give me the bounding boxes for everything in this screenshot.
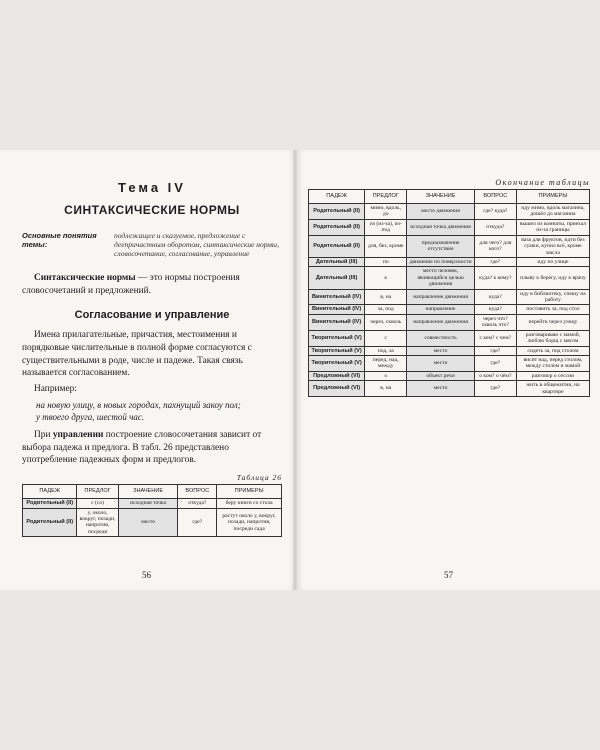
page-number: 57 (444, 570, 453, 580)
table-cell: направление движения (407, 289, 474, 305)
table-cell: место (118, 508, 178, 537)
example-line-2: у твоего друга, шестой час. (36, 411, 145, 422)
government-paragraph (22, 429, 282, 467)
table-cell: предназначение отсутствие (407, 235, 474, 257)
case-cell: Родительный (II) (309, 219, 365, 235)
table-row (309, 219, 590, 235)
table-cell: в, на (365, 381, 407, 397)
column-header: ПРИМЕРЫ (217, 485, 282, 499)
case-table-right (308, 189, 590, 397)
example-line-1: на новую улицу, в новых городах, пахнущий закоу пол; (36, 399, 241, 410)
table-cell: место человек, являющийся целью движения (407, 267, 474, 289)
case-cell: Творительный (V) (309, 346, 365, 355)
column-header: ВОПРОС (178, 485, 217, 499)
column-header: ЗНАЧЕНИЕ (118, 485, 178, 499)
definition-paragraph (22, 272, 282, 297)
example-intro: Например: (34, 384, 77, 395)
table-cell: с (365, 330, 407, 346)
table-caption: Таблица 26 (236, 473, 282, 483)
table-row (309, 346, 590, 355)
case-cell: Предложный (VI) (309, 371, 365, 380)
table-row (309, 204, 590, 220)
definition-text: — это нормы построения словосочетаний и предложений. (22, 273, 240, 296)
table-cell: где? (178, 508, 217, 537)
case-cell: Винительный (IV) (309, 314, 365, 330)
agreement-paragraph: Имена прилагательные, причастия, местоимения и порядковые числительные в полной форме согласуются с существительными в роде, числе и падеже. Такая связь называется согласованием. (22, 330, 252, 379)
case-cell: Творительный (V) (309, 330, 365, 346)
table-cell: жить в общежитии, на квартире (516, 381, 589, 397)
table-cell: разговариваю с мамой, люблю борщ с мясом (516, 330, 589, 346)
table-cell: ваза для фруктов, идти без сумки, купил всё, кроме масла (516, 235, 589, 257)
table-cell: где? (474, 346, 516, 355)
table-cell: направление (407, 305, 474, 314)
table-cell: за, под (365, 305, 407, 314)
examples (36, 399, 282, 423)
table-cell: место (407, 381, 474, 397)
theme-title: СИНТАКСИЧЕСКИЕ НОРМЫ (64, 203, 240, 217)
definition-term: Синтаксические нормы (34, 273, 136, 283)
table-cell: растут около у, вокруг, позади, напротив, посреди сада (217, 508, 282, 537)
table-header-row (309, 190, 590, 204)
table-cell: где? (474, 257, 516, 266)
key-concepts-text: подлежащее и сказуемое, предложение с деепричастным оборотом, синтаксические нормы, словосочетание, согласование, управление (114, 231, 279, 258)
table-row (309, 267, 590, 289)
case-cell: Родительный (II) (309, 204, 365, 220)
table-cell: беру книги со стола (217, 499, 282, 508)
table-cell: висит над, перед столом, между столом и мамой (516, 356, 589, 372)
table-row (23, 499, 282, 508)
left-page (0, 150, 296, 590)
table-cell: плыву к берегу, иду к врачу (516, 267, 589, 289)
column-header: ПРЕДЛОГ (365, 190, 407, 204)
theme-heading: Тема IV (118, 180, 186, 195)
column-header: ЗНАЧЕНИЕ (407, 190, 474, 204)
table-cell: откуда? (474, 219, 516, 235)
table-cell: где? (474, 381, 516, 397)
table-cell: исходная точка движения (407, 219, 474, 235)
table-cell: место движения (407, 204, 474, 220)
table-cell: где? (474, 356, 516, 372)
page-number: 56 (142, 570, 151, 580)
column-header: ВОПРОС (474, 190, 516, 204)
table-cell: к (365, 267, 407, 289)
table-cell: куда? (474, 289, 516, 305)
table-cell: с кем? с чем? (474, 330, 516, 346)
table-cell: куда? (474, 305, 516, 314)
case-cell: Родительный (II) (23, 499, 77, 508)
case-cell: Винительный (IV) (309, 305, 365, 314)
table-cell: иду мимо, вдоль магазина, дошёл до магазина (516, 204, 589, 220)
case-cell: Предложный (VI) (309, 381, 365, 397)
table-row (23, 508, 282, 537)
table-cell: место (407, 356, 474, 372)
key-concepts-label: Основные понятия темы: (22, 231, 97, 249)
table-cell: перед, над, между (365, 356, 407, 372)
table-cell: совместность (407, 330, 474, 346)
government-text: построение словосочетания зависит от выбора падежа и предлога. В табл. 26 представлено употребление падежных форм и предлогов. (22, 430, 262, 466)
column-header: ПРЕДЛОГ (77, 485, 118, 499)
table-cell: для, без, кроме (365, 235, 407, 257)
table-cell: в, на (365, 289, 407, 305)
table-cell: для чего? для кого? (474, 235, 516, 257)
table-cell: поставить за, под стол (516, 305, 589, 314)
table-cell: откуда? (178, 499, 217, 508)
case-cell: Родительный (II) (309, 235, 365, 257)
table-cell: разговор о сессии (516, 371, 589, 380)
table-cell: вышел из комнаты, приехал из-за границы (516, 219, 589, 235)
case-cell: Родительный (II) (23, 508, 77, 537)
table-row (309, 381, 590, 397)
table-cell: где? куда? (474, 204, 516, 220)
case-cell: Творительный (V) (309, 356, 365, 372)
table-cell: движение по поверхности (407, 257, 474, 266)
table-cell: сидеть за, под столом (516, 346, 589, 355)
table-cell: через что? сквозь что? (474, 314, 516, 330)
table-cell: мимо, вдоль, до (365, 204, 407, 220)
table-row (309, 305, 590, 314)
table-cell: под, за (365, 346, 407, 355)
table-cell: из (из-за), из-под (365, 219, 407, 235)
table-continuation-caption: Окончание таблицы (495, 178, 590, 187)
table-cell: о ком? о чём? (474, 371, 516, 380)
table-row (309, 314, 590, 330)
table-cell: место (407, 346, 474, 355)
table-row (309, 356, 590, 372)
book-spread (0, 150, 600, 590)
table-row (309, 235, 590, 257)
key-concepts (22, 231, 282, 258)
table-cell: объект речи (407, 371, 474, 380)
table-header-row (23, 485, 282, 499)
section-heading: Согласование и управление (74, 309, 230, 322)
case-cell: Винительный (IV) (309, 289, 365, 305)
table-cell: исходная точка (118, 499, 178, 508)
column-header: ПАДЕЖ (23, 485, 77, 499)
table-row (309, 371, 590, 380)
column-header: ПАДЕЖ (309, 190, 365, 204)
right-page (296, 150, 600, 590)
case-cell: Дательный (III) (309, 267, 365, 289)
case-cell: Дательный (III) (309, 257, 365, 266)
table-cell: куда? к кому? (474, 267, 516, 289)
table-cell: через, сквозь (365, 314, 407, 330)
table-cell: направление движения (407, 314, 474, 330)
table-cell: у, около, вокруг, позади, напротив, посреди (77, 508, 118, 537)
table-cell: по (365, 257, 407, 266)
table-row (309, 289, 590, 305)
case-table-left (22, 484, 282, 537)
government-term: управлении (52, 430, 104, 441)
table-cell: с (со) (77, 499, 118, 508)
table-cell: о (365, 371, 407, 380)
table-cell: иду по улице (516, 257, 589, 266)
table-row (309, 330, 590, 346)
table-cell: иду в библиотеку, спешу на работу (516, 289, 589, 305)
table-cell: перейти через улицу (516, 314, 589, 330)
government-pre: При (34, 430, 53, 441)
table-row (309, 257, 590, 266)
column-header: ПРИМЕРЫ (516, 190, 589, 204)
